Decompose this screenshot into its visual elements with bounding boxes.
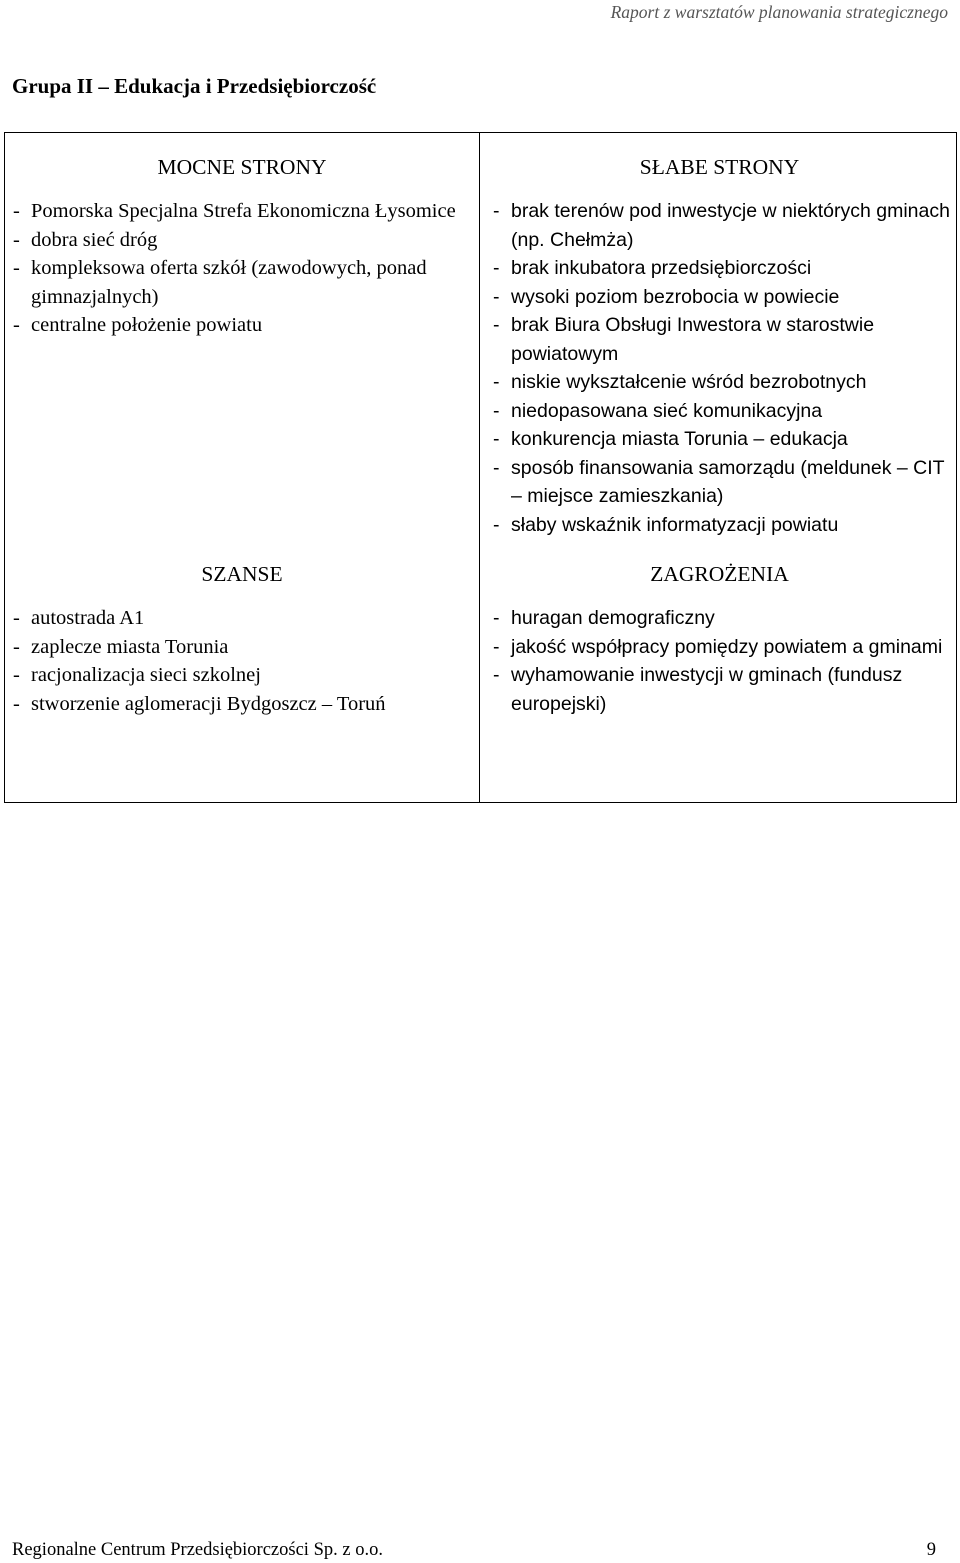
- page-title: Grupa II – Edukacja i Przedsiębiorczość: [12, 74, 377, 98]
- opportunities-section: [5, 558, 479, 718]
- strengths-section: [5, 151, 479, 340]
- list-item: - dobra sieć dróg: [5, 226, 479, 255]
- list-item: - niskie wykształcenie wśród bezrobotnych: [485, 368, 956, 397]
- list-item: - wyhamowanie inwestycji w gminach (fundusz europejski): [485, 661, 956, 718]
- weaknesses-section: [481, 151, 956, 539]
- list-item: - brak Biura Obsługi Inwestora w starostwie powiatowym: [485, 311, 956, 368]
- list-item: - konkurencja miasta Torunia – edukacja: [485, 425, 956, 454]
- list-item: - huragan demograficzny: [485, 604, 956, 633]
- list-item: - niedopasowana sieć komunikacyjna: [485, 397, 956, 426]
- list-item: - Pomorska Specjalna Strefa Ekonomiczna Łysomice: [5, 197, 479, 226]
- list-item: - jakość współpracy pomiędzy powiatem a gminami: [485, 633, 956, 662]
- swot-table: [4, 132, 957, 803]
- list-item: - centralne położenie powiatu: [5, 311, 479, 340]
- list-item: - słaby wskaźnik informatyzacji powiatu: [485, 511, 956, 540]
- list-item: - kompleksowa oferta szkół (zawodowych, ponad gimnazjalnych): [5, 254, 479, 311]
- opportunities-list: [5, 604, 479, 718]
- strengths-title: MOCNE STRONY: [157, 155, 327, 179]
- list-item: - stworzenie aglomeracji Bydgoszcz – Toruń: [5, 690, 479, 719]
- column-divider: [479, 133, 480, 802]
- list-item: - racjonalizacja sieci szkolnej: [5, 661, 479, 690]
- list-item: - autostrada A1: [5, 604, 479, 633]
- opportunities-title: SZANSE: [201, 562, 283, 586]
- list-item: - sposób finansowania samorządu (meldunek – CIT – miejsce zamieszkania): [485, 454, 956, 511]
- threats-title: ZAGROŻENIA: [650, 562, 789, 586]
- page-number: 9: [926, 1540, 936, 1560]
- threats-section: [481, 558, 956, 718]
- weaknesses-list: [485, 197, 956, 539]
- threats-list: [485, 604, 956, 718]
- list-item: - wysoki poziom bezrobocia w powiecie: [485, 283, 956, 312]
- running-header: Raport z warsztatów planowania strategicznego: [610, 2, 948, 22]
- footer-organization: Regionalne Centrum Przedsiębiorczości Sp. z o.o.: [12, 1540, 383, 1560]
- list-item: - brak terenów pod inwestycje w niektórych gminach (np. Chełmża): [485, 197, 956, 254]
- strengths-list: [5, 197, 479, 340]
- list-item: - brak inkubatora przedsiębiorczości: [485, 254, 956, 283]
- list-item: - zaplecze miasta Torunia: [5, 633, 479, 662]
- weaknesses-title: SŁABE STRONY: [639, 155, 800, 179]
